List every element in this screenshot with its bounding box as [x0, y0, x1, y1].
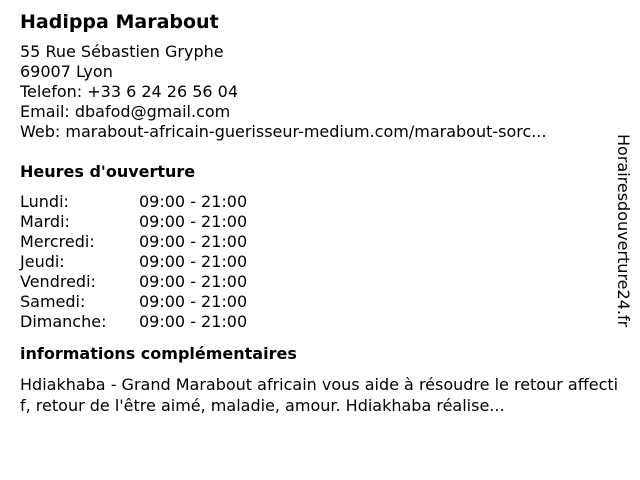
hours-day: Jeudi:: [20, 252, 65, 271]
hours-row: [20, 212, 610, 232]
hours-table: [20, 192, 610, 332]
hours-day: Dimanche:: [20, 312, 107, 331]
phone-number[interactable]: Telefon: +33 6 24 26 56 04: [20, 82, 239, 101]
business-name: Hadippa Marabout: [20, 11, 219, 33]
hours-row: [20, 192, 610, 212]
hours-row: [20, 292, 610, 312]
hours-heading: Heures d'ouverture: [20, 162, 196, 181]
hours-time: 09:00 - 21:00: [139, 292, 248, 311]
info-heading: informations complémentaires: [20, 344, 297, 363]
hours-time: 09:00 - 21:00: [139, 212, 248, 231]
info-description: Hdiakhaba - Grand Marabout africain vous aide à résoudre le retour affectif, retour de l'être aimé, maladie, amour. Hdiakhaba réalise...: [20, 375, 619, 415]
address-city: 69007 Lyon: [20, 62, 113, 81]
hours-time: 09:00 - 21:00: [139, 272, 248, 291]
website-link[interactable]: Web: marabout-africain-guerisseur-medium.com/marabout-sorc...: [20, 122, 547, 141]
hours-row: [20, 252, 610, 272]
hours-time: 09:00 - 21:00: [139, 312, 248, 331]
address-street: 55 Rue Sébastien Gryphe: [20, 42, 224, 61]
hours-time: 09:00 - 21:00: [139, 192, 248, 211]
hours-row: [20, 272, 610, 292]
hours-day: Vendredi:: [20, 272, 96, 291]
email-address[interactable]: Email: dbafod@gmail.com: [20, 102, 231, 121]
hours-day: Lundi:: [20, 192, 69, 211]
hours-row: [20, 312, 610, 332]
hours-day: Samedi:: [20, 292, 86, 311]
contact-block: [20, 42, 610, 142]
hours-time: 09:00 - 21:00: [139, 252, 248, 271]
hours-day: Mardi:: [20, 212, 70, 231]
hours-day: Mercredi:: [20, 232, 95, 251]
hours-row: [20, 232, 610, 252]
hours-time: 09:00 - 21:00: [139, 232, 248, 251]
brand-watermark: Horairesdouverture24.fr: [614, 134, 633, 328]
business-card: [20, 10, 619, 416]
